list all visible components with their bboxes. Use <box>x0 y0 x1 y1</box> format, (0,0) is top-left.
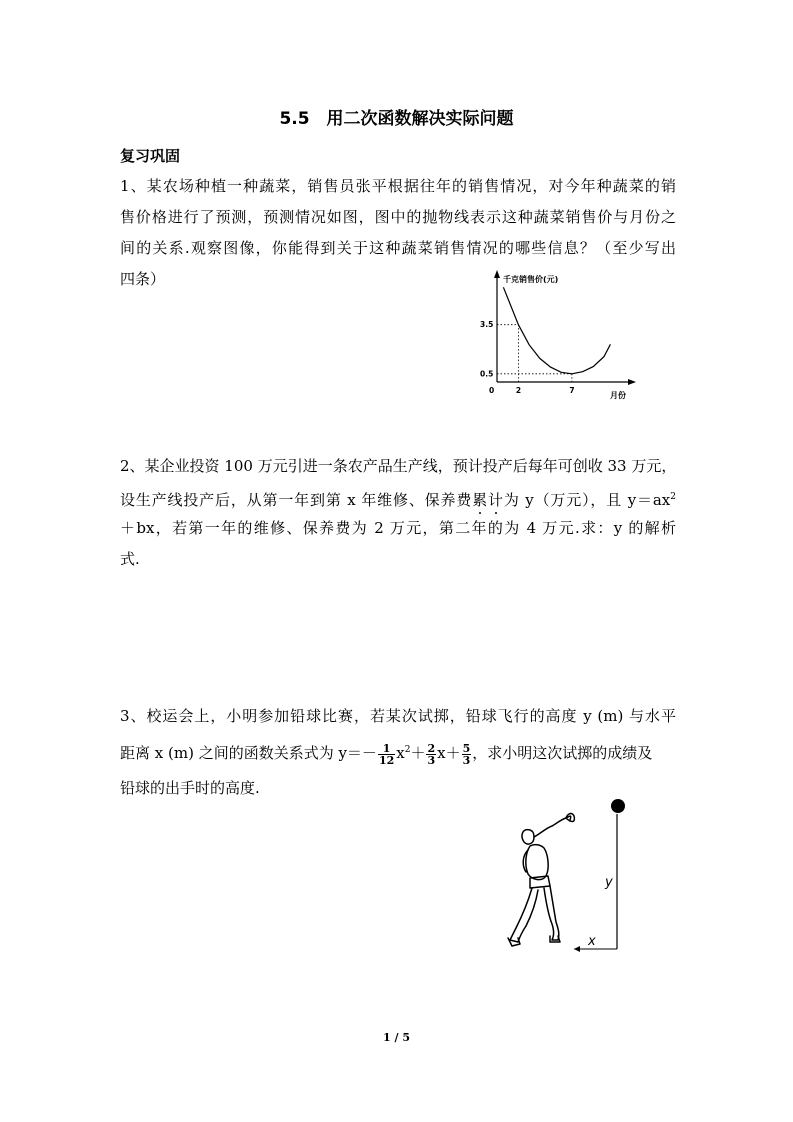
y-tick-label: 3.5 <box>480 320 494 330</box>
y-axis-arrow-icon <box>494 270 500 278</box>
q2-line-3: ＋bx，若第一年的维修、保养费为 2 万元，第二年的为 4 万元.求：y 的解析 <box>120 519 676 537</box>
distance-label: x <box>588 934 596 949</box>
q3-line-2-part-d: x＋ <box>437 744 461 762</box>
fraction-1-denominator: 12 <box>378 753 395 767</box>
height-label: y <box>605 875 613 890</box>
y-axis-label: 千克销售价(元) <box>503 275 559 284</box>
q3-line-2-part-b: x <box>396 744 405 762</box>
fraction-1-numerator: 1 <box>378 743 395 755</box>
athlete-icon <box>508 814 574 946</box>
fraction-2-denominator: 3 <box>427 753 436 767</box>
x-axis-label: 月份 <box>610 391 626 400</box>
q2-line-4: 式. <box>120 550 140 568</box>
x-axis-arrow-icon <box>628 379 636 385</box>
parabola-curve <box>503 287 610 374</box>
q2-line-2-part-d: 为 y（万元），且 y＝ax <box>503 491 671 509</box>
page-title: 5.5 用二次函数解决实际问题 <box>279 109 514 129</box>
x-tick-label: 7 <box>569 386 575 395</box>
q3-line-2 <box>120 740 652 766</box>
price-month-chart <box>470 268 640 408</box>
fraction-1-12 <box>378 743 395 766</box>
q3-line-2-part-a: 距离 x (m) 之间的函数关系式为 y＝－ <box>120 744 377 762</box>
q2-line-2-part-a: 设生产线投产后，从第一年到第 x 年维修、保养费 <box>120 491 473 509</box>
q2-exponent: 2 <box>670 492 676 502</box>
fraction-5-3 <box>462 743 472 766</box>
q2-emphasis-char-2: 计 <box>488 491 504 509</box>
fraction-2-3 <box>426 743 436 766</box>
origin-label: 0 <box>489 386 495 395</box>
chart-guides <box>497 325 572 382</box>
fraction-3-denominator: 3 <box>462 753 471 767</box>
q3-exponent: 2 <box>404 745 411 755</box>
q2-line-2 <box>120 487 676 510</box>
chart-labels <box>480 274 626 400</box>
q2-emphasis-char-1: 累 <box>472 491 489 509</box>
q2-line-1: 2、某企业投资 100 万元引进一条农产品生产线，预计投产后每年可创收 33 万元， <box>120 457 677 475</box>
q1-line-3: 间的关系.观察图像，你能得到关于这种蔬菜销售情况的哪些信息？（至少写出 <box>120 239 676 257</box>
section-heading: 复习巩固 <box>120 147 181 165</box>
q3-line-2-part-e: ，求小明这次试掷的成绩及 <box>472 744 653 762</box>
q1-line-4: 四条） <box>120 270 166 288</box>
page-number: 1 / 5 <box>383 1031 410 1044</box>
shot-ball-icon <box>611 799 625 813</box>
fraction-2-numerator: 2 <box>427 741 436 755</box>
q3-line-3: 铅球的出手时的高度. <box>120 779 260 797</box>
y-tick-label: 0.5 <box>480 369 494 379</box>
q1-line-2: 售价格进行了预测，预测情况如图，图中的抛物线表示这种蔬菜销售价与月份之 <box>120 208 676 226</box>
shot-put-figure <box>500 790 640 960</box>
q1-line-1: 1、某农场种植一种蔬菜，销售员张平根据往年的销售情况，对今年种蔬菜的销 <box>120 177 676 195</box>
chart-axes <box>494 270 636 385</box>
x-tick-label: 2 <box>515 386 522 395</box>
distance-arrow-icon <box>574 946 580 952</box>
q3-line-2-part-c: ＋ <box>410 744 426 762</box>
fraction-3-numerator: 5 <box>462 741 471 755</box>
q3-line-1: 3、校运会上，小明参加铅球比赛，若某次试掷，铅球飞行的高度 y (m) 与水平 <box>120 707 676 725</box>
